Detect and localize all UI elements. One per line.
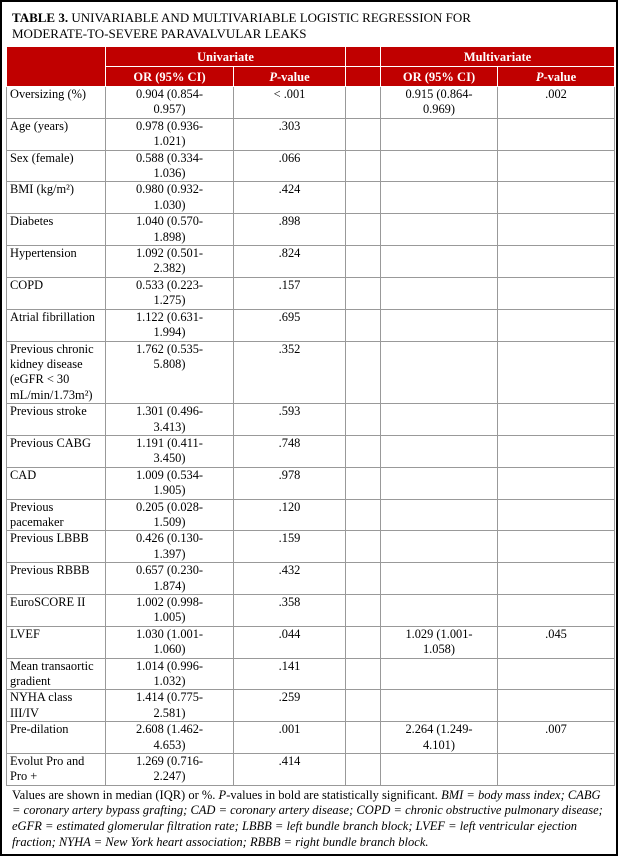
table-number: TABLE 3. [12,10,69,25]
multi-p-cell [498,658,615,690]
uni-or-cell: 1.122 (0.631- 1.994) [106,309,234,341]
uni-or-cell: 1.040 (0.570- 1.898) [106,214,234,246]
uni-or-cell: 1.191 (0.411- 3.450) [106,435,234,467]
table-row [7,467,615,499]
row-label: BMI (kg/m²) [7,182,106,214]
pvalue-p: P [269,69,277,84]
uni-or-cell: 1.014 (0.996- 1.032) [106,658,234,690]
multi-p-cell [498,118,615,150]
footnote-pvalues-text: -values in bold are statistically significant. [226,787,442,802]
multi-p-cell [498,531,615,563]
uni-or-cell: 1.269 (0.716- 2.247) [106,754,234,786]
table-row [7,563,615,595]
multi-or-cell: 0.915 (0.864- 0.969) [381,87,498,119]
row-label: NYHA class III/IV [7,690,106,722]
row-label: Mean transaortic gradient [7,658,106,690]
row-label: LVEF [7,626,106,658]
row-label: Previous RBBB [7,563,106,595]
multi-p-cell [498,150,615,182]
table-row [7,404,615,436]
uni-p-cell: .898 [234,214,346,246]
table-row [7,754,615,786]
row-label: Oversizing (%) [7,87,106,119]
table-row [7,341,615,404]
uni-p-cell: .259 [234,690,346,722]
multi-or-cell [381,499,498,531]
row-label: Previous pacemaker [7,499,106,531]
spacer-cell [346,435,381,467]
univariate-group-header: Univariate [106,47,346,67]
table-row [7,595,615,627]
row-label: Evolut Pro and Pro + [7,754,106,786]
uni-or-cell: 1.414 (0.775- 2.581) [106,690,234,722]
uni-p-cell: < .001 [234,87,346,119]
row-label: Atrial fibrillation [7,309,106,341]
table-row [7,309,615,341]
multi-p-cell [498,435,615,467]
spacer-cell [346,531,381,563]
multi-p-cell [498,754,615,786]
table-title-text: UNIVARIABLE AND MULTIVARIABLE LOGISTIC REGRESSION FOR MODERATE-TO-SEVERE PARAVALVULAR LEAKS [12,10,471,41]
multivariate-pvalue-header [498,67,615,87]
footnote-abbreviations: BMI = body mass index; CABG = coronary artery bypass grafting; CAD = coronary artery disease; COPD = chronic obstructive pulmonary disease; eGFR = estimated glomerular filtration rate; LBBB = left bundle branch block; LVEF = left ventricular ejection fraction; NYHA = New York heart association; RBBB = right bundle branch block. [12,787,603,849]
uni-or-cell: 0.533 (0.223- 1.275) [106,277,234,309]
spacer-cell [346,309,381,341]
spacer-cell [346,341,381,404]
multi-p-cell [498,563,615,595]
table-row [7,277,615,309]
table-footnote [12,788,608,850]
multi-or-cell [381,754,498,786]
row-label: Diabetes [7,214,106,246]
pvalue-rest: -value [543,69,577,84]
spacer-cell [346,246,381,278]
uni-or-cell: 1.762 (0.535- 5.808) [106,341,234,404]
multi-p-cell [498,309,615,341]
multi-or-cell [381,404,498,436]
corner-cell [7,47,106,87]
spacer-cell [346,467,381,499]
row-label: CAD [7,467,106,499]
uni-or-cell: 1.009 (0.534- 1.905) [106,467,234,499]
multi-or-cell [381,341,498,404]
multi-or-cell [381,277,498,309]
uni-or-cell: 0.657 (0.230- 1.874) [106,563,234,595]
multi-or-cell: 2.264 (1.249- 4.101) [381,722,498,754]
spacer-cell [346,626,381,658]
footnote-values-text: Values are shown in median (IQR) or %. [12,787,219,802]
row-label: Previous chronic kidney disease (eGFR < 30 mL/min/1.73m²) [7,341,106,404]
multi-or-cell [381,467,498,499]
spacer-cell [346,182,381,214]
multi-or-cell [381,435,498,467]
uni-p-cell: .120 [234,499,346,531]
uni-p-cell: .432 [234,563,346,595]
row-label: Age (years) [7,118,106,150]
spacer-cell [346,87,381,119]
uni-p-cell: .001 [234,722,346,754]
row-label: Pre-dilation [7,722,106,754]
multi-or-cell [381,531,498,563]
spacer-header-cell [346,67,381,87]
spacer-cell [346,150,381,182]
row-label: Previous stroke [7,404,106,436]
multi-or-cell [381,150,498,182]
spacer-cell [346,118,381,150]
spacer-cell [346,658,381,690]
multi-or-cell [381,246,498,278]
row-label: Previous LBBB [7,531,106,563]
table-row [7,87,615,119]
uni-or-cell: 1.092 (0.501- 2.382) [106,246,234,278]
uni-p-cell: .978 [234,467,346,499]
table-row [7,658,615,690]
multi-p-cell [498,595,615,627]
spacer-cell [346,214,381,246]
spacer-header-cell [346,47,381,67]
uni-p-cell: .303 [234,118,346,150]
table-body [7,87,615,786]
table-row [7,626,615,658]
regression-table [6,46,615,786]
uni-p-cell: .824 [234,246,346,278]
spacer-cell [346,722,381,754]
uni-or-cell: 0.588 (0.334- 1.036) [106,150,234,182]
uni-or-cell: 1.030 (1.001- 1.060) [106,626,234,658]
table-row [7,150,615,182]
multi-p-cell [498,467,615,499]
table-row [7,246,615,278]
multivariate-group-header: Multivariate [381,47,615,67]
multi-p-cell: .007 [498,722,615,754]
multi-p-cell [498,246,615,278]
uni-or-cell: 0.980 (0.932- 1.030) [106,182,234,214]
spacer-cell [346,563,381,595]
row-label: Hypertension [7,246,106,278]
multi-p-cell [498,404,615,436]
multi-or-cell: 1.029 (1.001- 1.058) [381,626,498,658]
uni-or-cell: 0.978 (0.936- 1.021) [106,118,234,150]
multi-or-cell [381,214,498,246]
table-row [7,182,615,214]
univariate-or-header: OR (95% CI) [106,67,234,87]
uni-or-cell: 0.205 (0.028- 1.509) [106,499,234,531]
uni-or-cell: 1.002 (0.998- 1.005) [106,595,234,627]
uni-or-cell: 0.426 (0.130- 1.397) [106,531,234,563]
multi-p-cell [498,277,615,309]
table-row [7,499,615,531]
multivariate-or-header: OR (95% CI) [381,67,498,87]
table-row [7,531,615,563]
spacer-cell [346,754,381,786]
row-label: Previous CABG [7,435,106,467]
uni-p-cell: .748 [234,435,346,467]
multi-p-cell [498,182,615,214]
multi-p-cell [498,499,615,531]
multi-or-cell [381,118,498,150]
uni-p-cell: .141 [234,658,346,690]
uni-p-cell: .066 [234,150,346,182]
uni-or-cell: 2.608 (1.462- 4.653) [106,722,234,754]
pvalue-p: P [535,69,544,84]
spacer-cell [346,690,381,722]
table-row [7,435,615,467]
multi-or-cell [381,309,498,341]
spacer-cell [346,404,381,436]
multi-p-cell [498,214,615,246]
uni-p-cell: .157 [234,277,346,309]
multi-p-cell: .002 [498,87,615,119]
table-title [12,10,610,42]
spacer-cell [346,277,381,309]
multi-or-cell [381,595,498,627]
table-row [7,118,615,150]
uni-p-cell: .414 [234,754,346,786]
uni-p-cell: .358 [234,595,346,627]
footnote-p: P [218,787,227,802]
row-label: EuroSCORE II [7,595,106,627]
multi-or-cell [381,658,498,690]
table-row [7,722,615,754]
uni-p-cell: .159 [234,531,346,563]
table-row [7,214,615,246]
row-label: COPD [7,277,106,309]
multi-or-cell [381,182,498,214]
uni-p-cell: .044 [234,626,346,658]
uni-p-cell: .695 [234,309,346,341]
uni-or-cell: 0.904 (0.854- 0.957) [106,87,234,119]
multi-p-cell: .045 [498,626,615,658]
pvalue-rest: -value [277,69,310,84]
multi-or-cell [381,563,498,595]
multi-p-cell [498,341,615,404]
table-header [7,47,615,87]
row-label: Sex (female) [7,150,106,182]
group-header-row [7,47,615,67]
table-row [7,690,615,722]
multi-p-cell [498,690,615,722]
spacer-cell [346,595,381,627]
multi-or-cell [381,690,498,722]
spacer-cell [346,499,381,531]
uni-p-cell: .593 [234,404,346,436]
univariate-pvalue-header [234,67,346,87]
uni-or-cell: 1.301 (0.496- 3.413) [106,404,234,436]
uni-p-cell: .424 [234,182,346,214]
uni-p-cell: .352 [234,341,346,404]
